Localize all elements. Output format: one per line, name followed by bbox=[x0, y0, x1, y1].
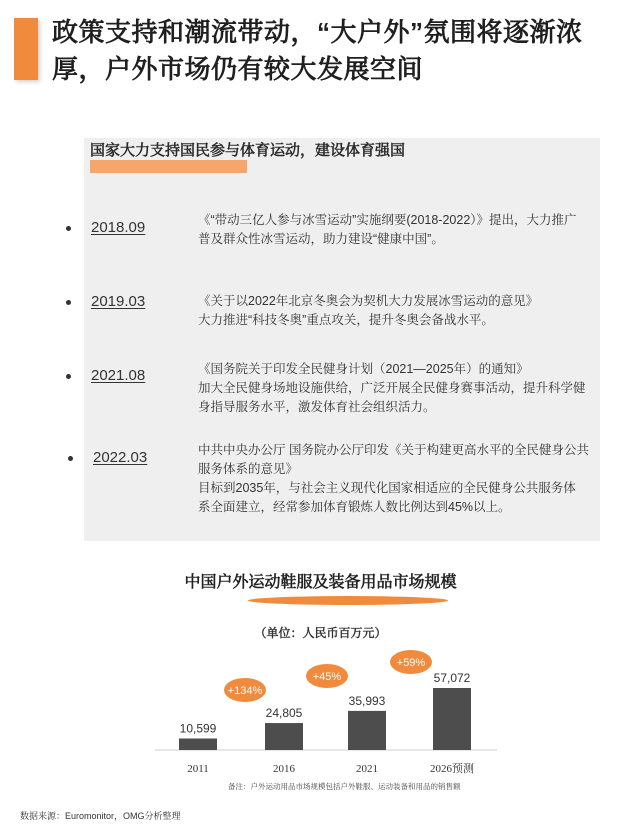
growth-label: +59% bbox=[396, 657, 426, 669]
chart-note: 备注：户外运动用品市场规模包括户外鞋服、运动装备和用品的销售额 bbox=[228, 782, 461, 791]
bullet-icon bbox=[68, 456, 73, 461]
timeline-date: 2018.09 bbox=[91, 219, 146, 236]
growth-label: +45% bbox=[312, 671, 342, 683]
market-size-chart bbox=[0, 640, 641, 785]
timeline-date: 2022.03 bbox=[93, 449, 148, 466]
bar-value-label: 10,599 bbox=[179, 721, 217, 736]
description-line: 《“带动三亿人参与冰雪运动”实施纲要(2018-2022）》提出，大力推广 bbox=[198, 213, 577, 227]
bar-value-label: 57,072 bbox=[433, 671, 471, 685]
description-line: 《国务院关于印发全民健身计划（2021—2025年）的通知》 bbox=[198, 362, 529, 376]
description-line: 普及群众性冰雪运动，助力建设“健康中国”。 bbox=[198, 232, 444, 246]
description-line: 服务体系的意见》 bbox=[198, 462, 299, 476]
bar bbox=[348, 711, 386, 750]
description-line: 系全面建立，经常参加体育锻炼人数比例达到45%以上。 bbox=[198, 500, 511, 514]
description-line: 《关于以2022年北京冬奥会为契机大力发展冰雪运动的意见》 bbox=[198, 294, 539, 308]
timeline-date: 2021.08 bbox=[91, 367, 146, 384]
bullet-icon bbox=[66, 226, 71, 231]
description-line: 大力推进“科技冬奥”重点攻关，提升冬奥会备战水平。 bbox=[198, 313, 494, 327]
bullet-icon bbox=[66, 300, 71, 305]
bar-value-label: 35,993 bbox=[348, 693, 386, 708]
title-accent-bar bbox=[14, 18, 38, 80]
panel-title-highlight bbox=[90, 160, 247, 173]
page-title: 政策支持和潮流带动，“大户外”氛围将逐渐浓厚，户外市场仍有较大发展空间 bbox=[52, 17, 583, 84]
category-label: 2011 bbox=[187, 763, 209, 775]
bar bbox=[265, 723, 303, 750]
chart-title: 中国户外运动鞋服及装备用品市场规模 bbox=[184, 574, 457, 591]
chart-title-swoosh bbox=[248, 596, 448, 605]
timeline-description bbox=[198, 360, 586, 417]
chart-unit: （单位：人民币百万元） bbox=[254, 626, 387, 640]
bar-value-label: 24,805 bbox=[265, 706, 303, 721]
description-line: 身指导服务水平，激发体育社会组织活力。 bbox=[198, 400, 436, 414]
timeline-description bbox=[198, 211, 577, 249]
description-line: 加大全民健身场地设施供给，广泛开展全民健身赛事活动，提升科学健 bbox=[198, 381, 586, 395]
bullet-icon bbox=[66, 374, 71, 379]
growth-label: +134% bbox=[227, 685, 263, 697]
category-label: 2026预测 bbox=[430, 763, 474, 775]
timeline-description bbox=[198, 292, 538, 330]
timeline-description bbox=[198, 441, 589, 517]
description-line: 中共中央办公厅 国务院办公厅印发《关于构建更高水平的全民健身公共 bbox=[198, 443, 589, 457]
timeline-date: 2019.03 bbox=[91, 293, 146, 310]
data-source: 数据来源：Euromonitor，OMG分析整理 bbox=[20, 811, 181, 821]
bar bbox=[433, 688, 471, 750]
description-line: 目标到2035年，与社会主义现代化国家相适应的全民健身公共服务体 bbox=[198, 481, 576, 495]
category-label: 2021 bbox=[356, 763, 378, 775]
panel-title: 国家大力支持国民参与体育运动，建设体育强国 bbox=[90, 142, 406, 159]
category-label: 2016 bbox=[273, 763, 295, 775]
bar bbox=[179, 738, 217, 750]
